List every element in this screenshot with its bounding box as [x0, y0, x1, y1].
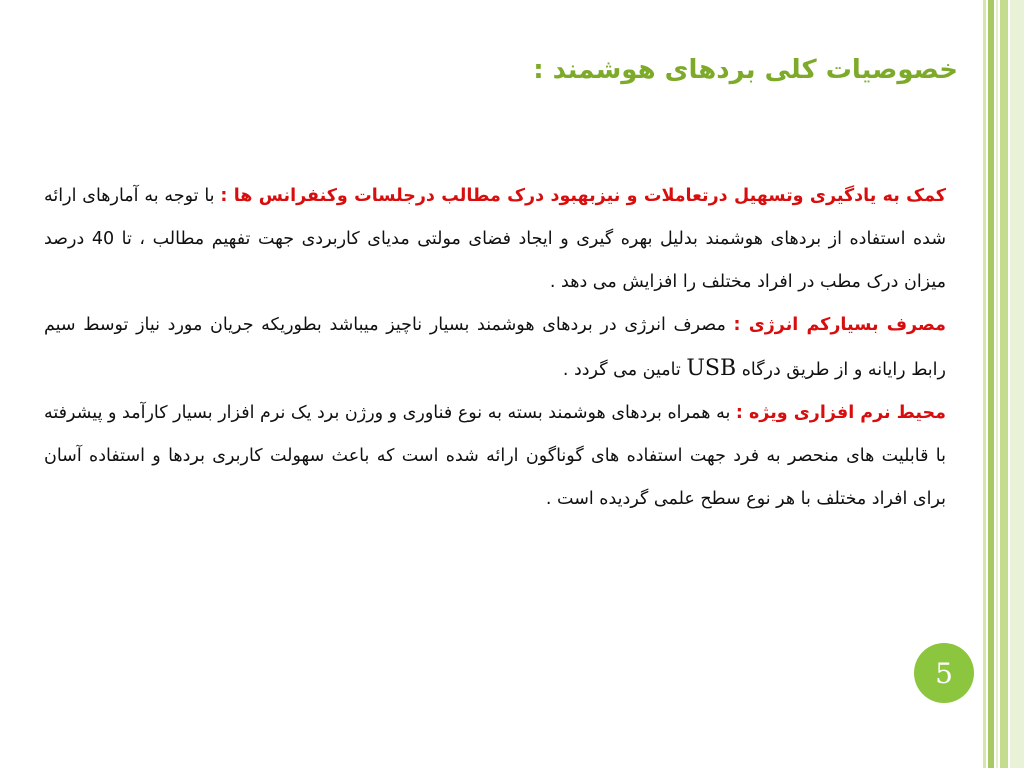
- stripe-4: [1000, 0, 1008, 768]
- paragraph-learning: [44, 175, 946, 304]
- paragraph-heading: مصرف بسیارکم انرژی :: [733, 315, 946, 335]
- paragraph-text-end: تامین می گردد .: [562, 360, 687, 380]
- usb-term: USB: [686, 356, 737, 381]
- paragraph-heading: کمک به یادگیری وتسهیل درتعاملات و نیزبهبود درک مطالب درجلسات وکنفرانس ها :: [220, 186, 946, 206]
- paragraph-text: به همراه بردهای هوشمند بسته به نوع فناوری و ورژن برد یک نرم افزار بسیار کارآمد و پیشرفته با قابلیت های منحصر به فرد جهت استفاده های گوناگون ارائه شده است که باعث سهولت کاربری بردها و استفاده آسان برای افراد مختلف با هر نوع سطح علمی گردیده است .: [44, 403, 946, 509]
- stripe-1: [983, 0, 986, 768]
- paragraph-text: با توجه به آمارهای ارائه شده استفاده از بردهای هوشمند بدلیل بهره گیری و ایجاد فضای مولتی مدیای کاربردی جهت تفهیم مطالب ، تا 40 درصد میزان درک مطب در افراد مختلف را افزایش می دهد .: [44, 186, 947, 292]
- decorative-stripes: [974, 0, 1024, 768]
- paragraph-energy: [44, 304, 946, 392]
- paragraph-software: [44, 392, 946, 521]
- stripe-3: [996, 0, 998, 768]
- slide-body: [44, 175, 946, 521]
- slide-title: خصوصیات کلی بردهای هوشمند :: [533, 55, 958, 85]
- page-number-badge: 5: [914, 643, 974, 703]
- stripe-5: [1010, 0, 1024, 768]
- stripe-2: [988, 0, 994, 768]
- paragraph-text: مصرف انرژی در بردهای هوشمند بسیار ناچیز میباشد بطوریکه جریان مورد نیاز توسط سیم رابط رایانه و از طریق درگاه: [44, 315, 946, 380]
- paragraph-heading: محیط نرم افزاری ویژه :: [735, 403, 946, 423]
